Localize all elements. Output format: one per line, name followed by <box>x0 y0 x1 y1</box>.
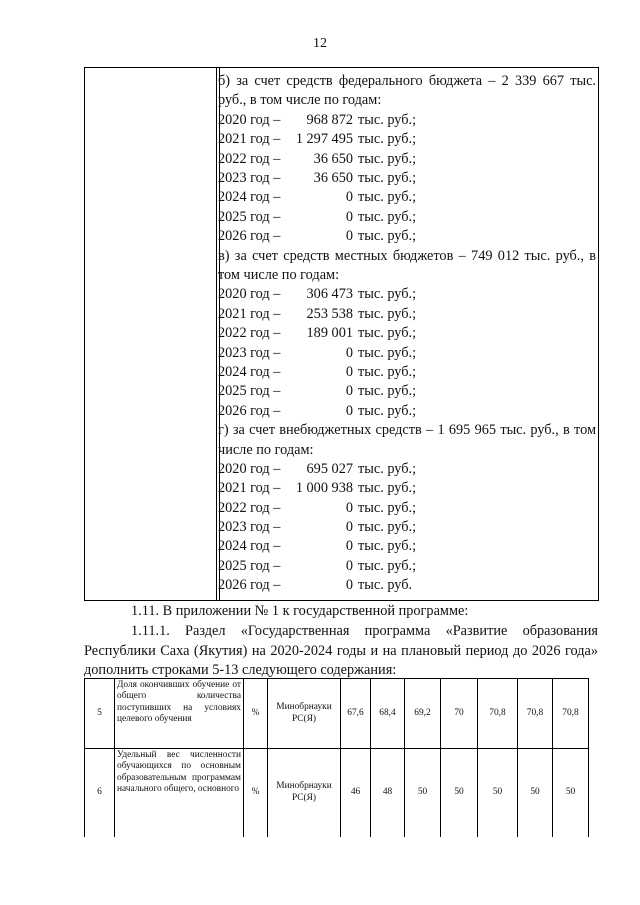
financing-year: 2021 год – <box>218 305 281 322</box>
financing-amount: 0 <box>345 577 353 594</box>
financing-unit: тыс. руб.; <box>358 305 417 322</box>
financing-extrabudget-heading: г) за счет внебюджетных средств – 1 695 965 тыс. руб., в том числе по годам: <box>218 422 596 458</box>
financing-amount: 189 001 <box>306 325 353 342</box>
indicator-value: 50 <box>478 749 518 837</box>
financing-amount: 0 <box>345 557 353 574</box>
financing-amount: 36 650 <box>313 169 353 186</box>
financing-amount: 253 538 <box>306 305 353 322</box>
financing-unit: тыс. руб.; <box>358 150 417 167</box>
financing-amount: 0 <box>345 499 353 516</box>
indicator-value: 48 <box>371 749 405 837</box>
financing-year-row <box>218 227 596 246</box>
financing-amount: 968 872 <box>306 111 353 128</box>
financing-unit: тыс. руб.; <box>358 383 417 400</box>
financing-year-row <box>218 557 596 576</box>
financing-amount: 0 <box>345 363 353 380</box>
financing-year-row <box>218 479 596 498</box>
financing-amount: 36 650 <box>313 150 353 167</box>
financing-unit: тыс. руб.; <box>358 131 417 148</box>
financing-year: 2026 год – <box>218 577 281 594</box>
indicator-value: 70,8 <box>518 679 553 749</box>
section-1-11: 1.11. В приложении № 1 к государственной программе: <box>131 603 469 619</box>
financing-year: 2021 год – <box>218 480 281 497</box>
financing-year: 2025 год – <box>218 383 281 400</box>
financing-table-left-column <box>85 68 217 600</box>
indicator-value: 70,8 <box>553 679 589 749</box>
financing-unit: тыс. руб.; <box>358 538 417 555</box>
financing-year-row <box>218 130 596 149</box>
financing-amount: 0 <box>345 228 353 245</box>
financing-unit: тыс. руб.; <box>358 228 417 245</box>
indicator-value: 50 <box>553 749 589 837</box>
financing-year-row <box>218 499 596 518</box>
financing-amount: 0 <box>345 189 353 206</box>
page-number: 12 <box>313 36 327 51</box>
indicator-unit: % <box>244 679 268 749</box>
financing-year-row <box>218 188 596 207</box>
financing-unit: тыс. руб.; <box>358 363 417 380</box>
financing-table <box>84 67 599 601</box>
indicator-description: Удельный вес численности обучающихся по основным образовательным программам начального общего, основного <box>115 749 244 837</box>
indicator-row <box>85 679 589 749</box>
financing-unit: тыс. руб.; <box>358 286 417 303</box>
indicator-value: 69,2 <box>405 679 441 749</box>
financing-year: 2026 год – <box>218 228 281 245</box>
financing-unit: тыс. руб.; <box>358 189 417 206</box>
section-1-11-1: 1.11.1. Раздел «Государственная программа «Развитие образования Республики Саха (Якутия) на 2020-2024 годы и на плановый период до 2026 года» дополнить строками 5-13 следующего содержания: <box>84 623 598 679</box>
financing-year: 2021 год – <box>218 131 281 148</box>
financing-amount: 1 297 495 <box>295 131 353 148</box>
financing-year-row <box>218 305 596 324</box>
financing-year: 2024 год – <box>218 363 281 380</box>
financing-year-row <box>218 402 596 421</box>
financing-amount: 0 <box>345 383 353 400</box>
indicator-value: 70 <box>441 679 478 749</box>
financing-amount: 306 473 <box>306 286 353 303</box>
financing-year: 2020 год – <box>218 111 281 128</box>
financing-unit: тыс. руб.; <box>358 402 417 419</box>
financing-year-row <box>218 576 596 595</box>
indicator-value: 67,6 <box>341 679 371 749</box>
financing-federal-heading: б) за счет средств федерального бюджета – 2 339 667 тыс. руб., в том числе по годам: <box>218 73 596 109</box>
financing-amount: 0 <box>345 208 353 225</box>
indicator-responsible: Минобрнауки РС(Я) <box>268 749 341 837</box>
financing-unit: тыс. руб.; <box>358 480 417 497</box>
financing-year: 2025 год – <box>218 208 281 225</box>
financing-amount: 0 <box>345 538 353 555</box>
indicator-value: 46 <box>341 749 371 837</box>
financing-unit: тыс. руб.; <box>358 208 417 225</box>
financing-unit: тыс. руб.; <box>358 344 417 361</box>
financing-year-row <box>218 324 596 343</box>
indicator-responsible: Минобрнауки РС(Я) <box>268 679 341 749</box>
indicator-row <box>85 749 589 837</box>
financing-amount: 1 000 938 <box>295 480 353 497</box>
financing-year: 2023 год – <box>218 519 281 536</box>
financing-amount: 0 <box>345 344 353 361</box>
financing-year: 2026 год – <box>218 402 281 419</box>
financing-year-row <box>218 344 596 363</box>
indicator-unit: % <box>244 749 268 837</box>
financing-unit: тыс. руб.; <box>358 169 417 186</box>
indicator-num: 6 <box>85 749 115 837</box>
financing-year: 2020 год – <box>218 460 281 477</box>
financing-year: 2023 год – <box>218 169 281 186</box>
financing-amount: 0 <box>345 402 353 419</box>
financing-amount: 695 027 <box>306 460 353 477</box>
financing-year: 2023 год – <box>218 344 281 361</box>
financing-year: 2024 год – <box>218 538 281 555</box>
financing-year-row <box>218 111 596 130</box>
indicator-value: 68,4 <box>371 679 405 749</box>
financing-year: 2025 год – <box>218 557 281 574</box>
indicator-num: 5 <box>85 679 115 749</box>
financing-year-row <box>218 363 596 382</box>
financing-unit: тыс. руб.; <box>358 499 417 516</box>
indicator-value: 50 <box>441 749 478 837</box>
financing-unit: тыс. руб.; <box>358 519 417 536</box>
financing-unit: тыс. руб. <box>358 577 413 594</box>
financing-amount: 0 <box>345 519 353 536</box>
financing-year-row <box>218 518 596 537</box>
indicator-value: 70,8 <box>478 679 518 749</box>
financing-cell <box>218 72 596 596</box>
financing-unit: тыс. руб.; <box>358 325 417 342</box>
financing-year-row <box>218 537 596 556</box>
financing-year: 2022 год – <box>218 325 281 342</box>
indicator-value: 50 <box>405 749 441 837</box>
financing-year-row <box>218 382 596 401</box>
financing-unit: тыс. руб.; <box>358 557 417 574</box>
financing-year: 2024 год – <box>218 189 281 206</box>
financing-year: 2022 год – <box>218 150 281 167</box>
indicator-value: 50 <box>518 749 553 837</box>
financing-year-row <box>218 208 596 227</box>
financing-year-row <box>218 285 596 304</box>
financing-year-row <box>218 460 596 479</box>
indicator-description: Доля окончивших обучение от общего количества поступивших на условиях целевого обучения <box>115 679 244 749</box>
financing-year-row <box>218 150 596 169</box>
financing-unit: тыс. руб.; <box>358 111 417 128</box>
financing-year: 2022 год – <box>218 499 281 516</box>
financing-year: 2020 год – <box>218 286 281 303</box>
financing-local-heading: в) за счет средств местных бюджетов – 749 012 тыс. руб., в том числе по годам: <box>218 247 596 283</box>
financing-unit: тыс. руб.; <box>358 460 417 477</box>
financing-year-row <box>218 169 596 188</box>
indicators-table <box>84 678 589 837</box>
